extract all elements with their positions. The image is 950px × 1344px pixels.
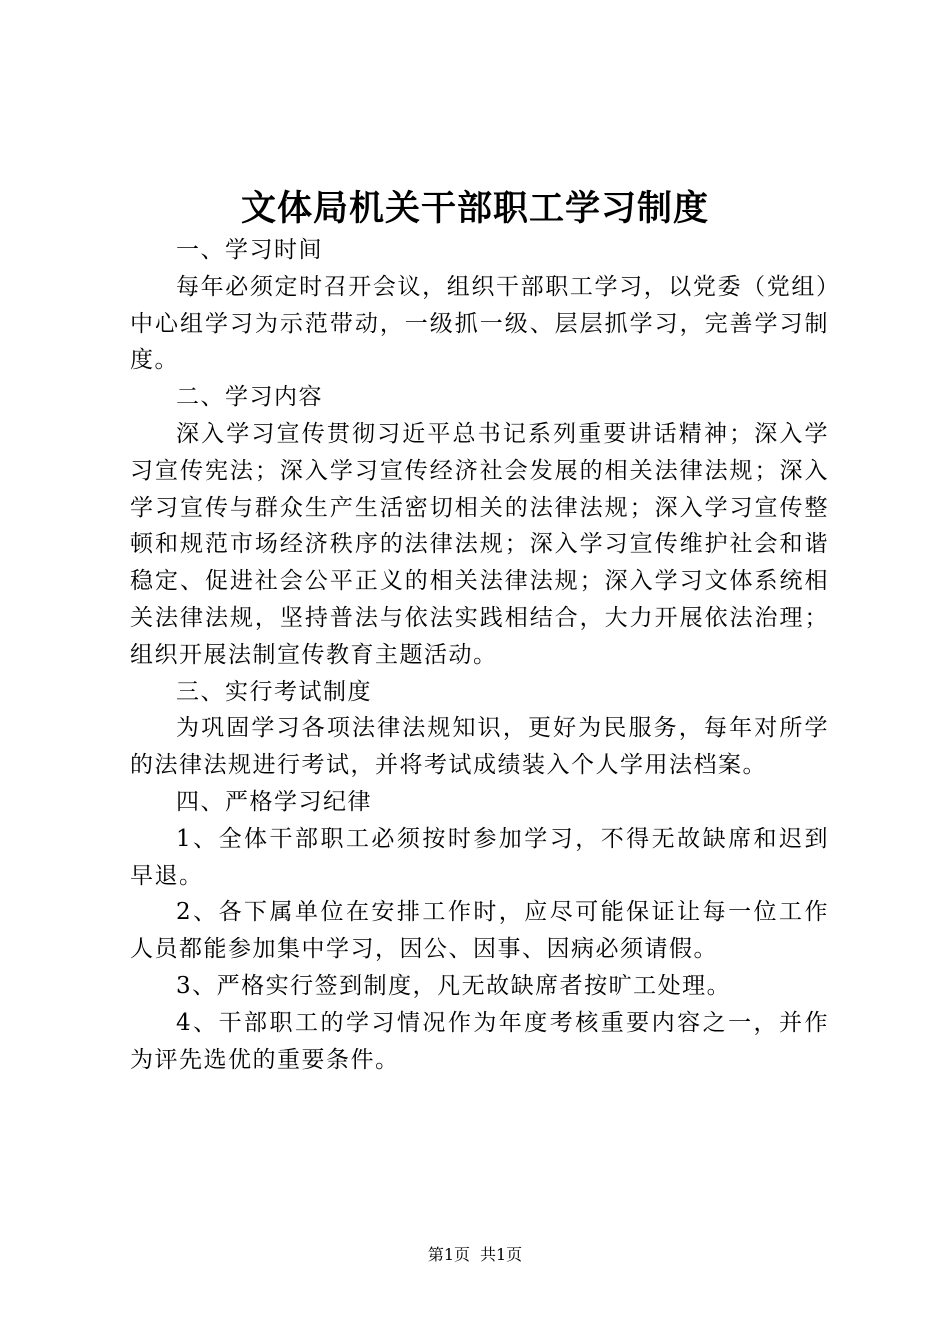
section-heading-study-time: 一、学习时间 — [176, 237, 323, 263]
page-number: 第1页 — [427, 1245, 470, 1264]
section-heading-discipline: 四、严格学习纪律 — [176, 788, 372, 815]
paragraph-study-content: 深入学习宣传贯彻习近平总书记系列重要讲话精神；深入学习宣传宪法；深入学习宣传经济社会发展的相关法律法规；深入学习宣传与群众生产生活密切相关的法律法规；深入学习宣传整顿和规范市场经济秩序的法律法规；深入学习宣传维护社会和谐稳定、促进社会公平正义的相关法律法规；深入学习文体系统相关法律法规，坚持普法与依法实践相结合，大力开展依法治理；组织开展法制宣传教育主题活动。 — [130, 420, 829, 668]
paragraph-exam-system: 为巩固学习各项法律法规知识，更好为民服务，每年对所学的法律法规进行考试，并将考试成绩装入个人学用法档案。 — [130, 715, 829, 779]
page-footer — [0, 1243, 950, 1267]
document-title: 文体局机关干部职工学习制度 — [240, 188, 709, 229]
paragraph-study-time: 每年必须定时召开会议，组织干部职工学习，以党委（党组）中心组学习为示范带动，一级抓一级、层层抓学习，完善学习制度。 — [130, 273, 829, 374]
paragraph-discipline-item-2: 2、各下属单位在安排工作时，应尽可能保证让每一位工作人员都能参加集中学习，因公、因事、因病必须请假。 — [130, 899, 829, 963]
page-total: 共1页 — [480, 1245, 523, 1264]
paragraph-discipline-item-3: 3、严格实行签到制度，凡无故缺席者按旷工处理。 — [176, 972, 732, 999]
section-heading-exam-system: 三、实行考试制度 — [176, 678, 372, 705]
section-heading-study-content: 二、学习内容 — [176, 384, 323, 411]
paragraph-discipline-item-1: 1、全体干部职工必须按时参加学习，不得无故缺席和迟到早退。 — [130, 825, 829, 889]
document-body — [130, 232, 829, 1078]
paragraph-discipline-item-4: 4、干部职工的学习情况作为年度考核重要内容之一，并作为评先选优的重要条件。 — [130, 1009, 829, 1073]
